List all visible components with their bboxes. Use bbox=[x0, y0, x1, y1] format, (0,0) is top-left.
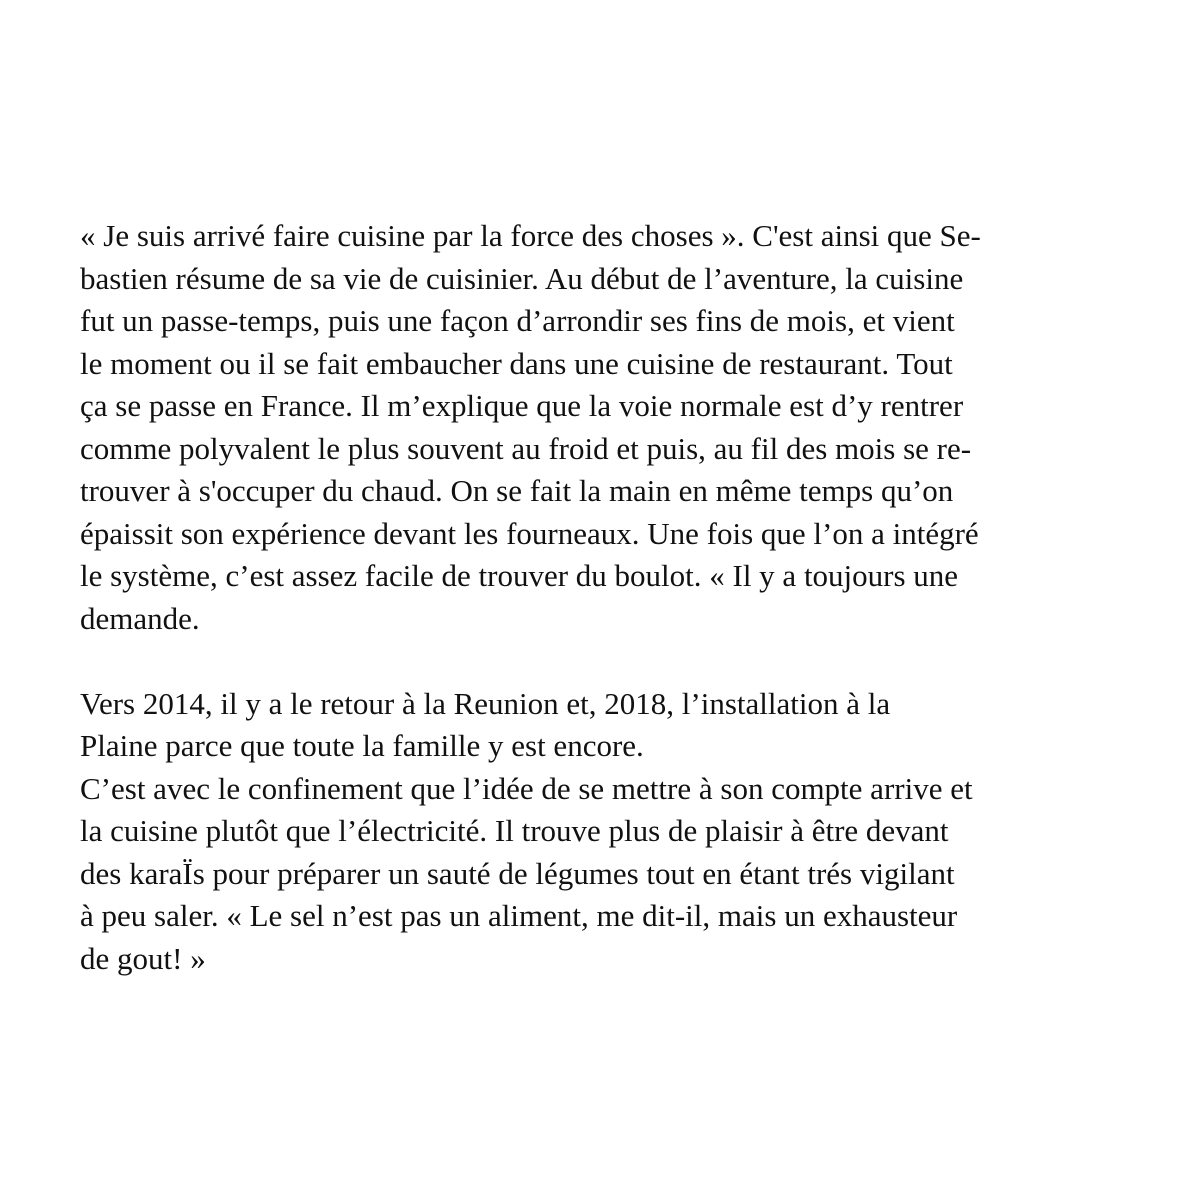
paragraph-spacer bbox=[80, 640, 1155, 683]
text-line: le moment ou il se fait embaucher dans une cuisine de restaurant. Tout bbox=[80, 345, 953, 381]
text-line: des karaÏs pour préparer un sauté de légumes tout en étant trés vigilant bbox=[80, 855, 955, 891]
paragraph-2 bbox=[80, 683, 1155, 981]
text-line: le système, c’est assez facile de trouver du boulot. « Il y a toujours une bbox=[80, 558, 959, 593]
text-line: Plaine parce que toute la famille y est encore. bbox=[80, 728, 644, 763]
text-line: bastien résume de sa vie de cuisinier. Au début de l’aventure, la cuisine bbox=[80, 260, 964, 296]
article-text bbox=[80, 215, 1155, 980]
text-line: « Je suis arrivé faire cuisine par la force des choses ». C'est ainsi que Se- bbox=[80, 218, 981, 253]
text-line: Vers 2014, il y a le retour à la Reunion et, 2018, l’installation à la bbox=[80, 685, 891, 721]
text-line: la cuisine plutôt que l’électricité. Il trouve plus de plaisir à être devant bbox=[80, 813, 949, 848]
text-line: épaissit son expérience devant les fourneaux. Une fois que l’on a intégré bbox=[80, 515, 979, 551]
text-line: demande. bbox=[80, 600, 200, 636]
text-line: de gout! » bbox=[80, 940, 206, 976]
text-line: comme polyvalent le plus souvent au froid et puis, au fil des mois se re- bbox=[80, 430, 972, 466]
text-line: C’est avec le confinement que l’idée de se mettre à son compte arrive et bbox=[80, 770, 973, 806]
text-line: ça se passe en France. Il m’explique que la voie normale est d’y rentrer bbox=[80, 388, 964, 423]
paragraph-1 bbox=[80, 215, 1155, 640]
text-line: fut un passe-temps, puis une façon d’arrondir ses fins de mois, et vient bbox=[80, 303, 955, 338]
text-line: à peu saler. « Le sel n’est pas un aliment, me dit-il, mais un exhausteur bbox=[80, 898, 958, 933]
text-line: trouver à s'occuper du chaud. On se fait la main en même temps qu’on bbox=[80, 473, 954, 508]
